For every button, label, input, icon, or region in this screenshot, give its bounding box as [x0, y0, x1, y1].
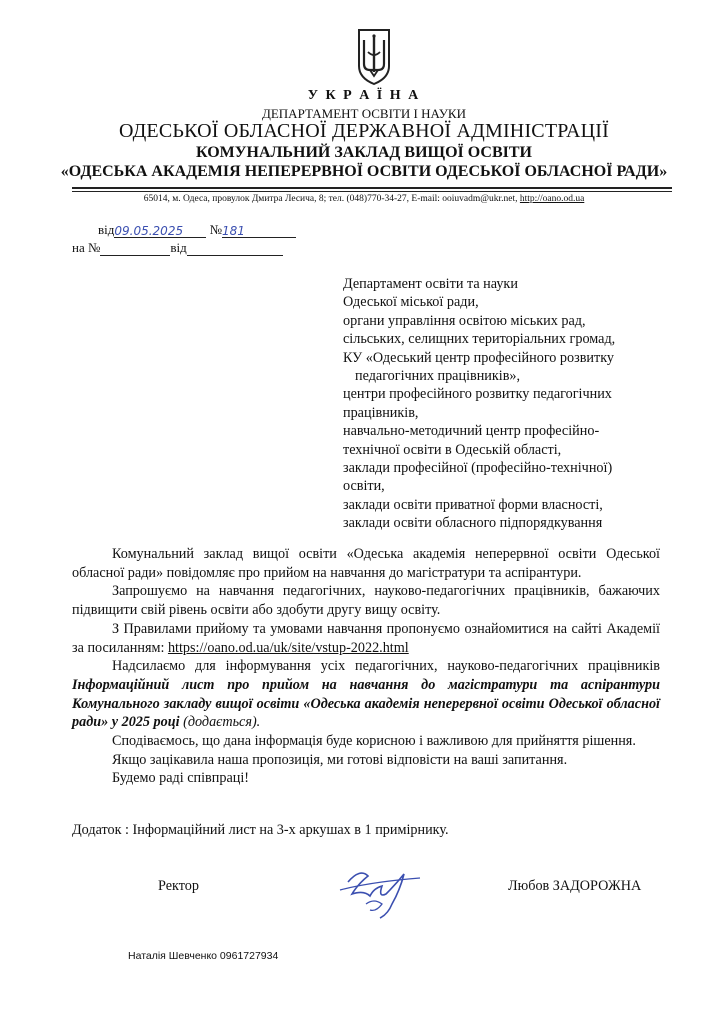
addressee-line: КУ «Одеський центр професійного розвитку [343, 349, 614, 366]
department-heading: ДЕПАРТАМЕНТ ОСВІТИ І НАУКИ [261, 106, 466, 121]
admission-rules-link[interactable]: https://oano.od.ua/uk/site/vstup-2022.html [167, 639, 409, 656]
addressee-line: заклади освіти приватної форми власності, [343, 496, 603, 513]
body-paragraph: Комунальний заклад вищої освіти «Одеська академія неперервної освіти Одеської обласної ради» повідомляє про прийом на навчання до магістратури та аспірантури. [72, 546, 660, 581]
trident-emblem-icon [356, 28, 392, 86]
addressee-line: Департамент освіти та науки [343, 276, 518, 292]
handwritten-date: 09.05.2025 [114, 224, 184, 238]
body-paragraph: Сподіваємось, що дана інформація буде корисною і важливою для прийняття рішення. [112, 733, 636, 750]
addressee-line: заклади освіти обласного підпорядкування [343, 515, 603, 532]
handwritten-signature [330, 860, 430, 922]
addressee-line: органи управління освітою міських рад, [343, 312, 586, 329]
addressee-line: працівників, [343, 404, 419, 421]
country-heading: У К Р А Ї Н А [307, 88, 421, 103]
addressee-line: центри професійного розвитку педагогічних [343, 386, 612, 403]
addressee-line: сільських, селищних територіальних громад, [343, 331, 616, 348]
body-paragraph-text: З Правилами прийому та умовами навчання пропонуємо ознайомитися на сайті Академії за посиланням: [72, 620, 660, 656]
website-link[interactable]: http://oano.od.ua [519, 194, 585, 204]
number-field [222, 223, 296, 238]
body-paragraph: Будемо раді співпраці! [112, 770, 249, 787]
addressee-line: Одеської міської ради, [343, 294, 479, 311]
body-paragraph-text: Надсилаємо для інформування усіх педагогічних, науково-педагогічних працівників [112, 658, 660, 675]
body-paragraph: Якщо зацікавила наша пропозиція, ми готові відповісти на ваші запитання. [112, 751, 568, 768]
signer-name: Любов ЗАДОРОЖНА [508, 878, 642, 894]
body-paragraph-links [72, 620, 660, 657]
reply-reference [72, 240, 283, 256]
from-label: від [98, 222, 115, 237]
contacts-line [0, 194, 728, 204]
attachment-note: Додаток : Інформаційний лист на 3-х аркушах в 1 примірнику. [72, 822, 449, 838]
signer-position: Ректор [158, 878, 199, 894]
addressee-line: освіти, [343, 478, 385, 495]
addressee-line: педагогічних працівників», [355, 368, 521, 385]
info-letter-title: Інформаційний лист про прийом на навчання до магістратури та аспірантури Комунального закладу вищої освіти «Одеська академія неперервної освіти Одеської обласної ради» у 2025 році [72, 676, 660, 731]
addressee-block [343, 275, 663, 533]
header-divider [72, 187, 672, 189]
addressee-line: заклади професійної (професійно-технічної) [343, 460, 613, 477]
institution-heading-line1: КОМУНАЛЬНИЙ ЗАКЛАД ВИЩОЇ ОСВІТИ [196, 144, 532, 161]
reply-number-label: на № [72, 240, 101, 255]
number-label: № [209, 222, 223, 237]
handwritten-number: 181 [222, 224, 245, 238]
letter-body [72, 545, 660, 788]
date-field [114, 223, 206, 238]
reply-from-label: від [170, 240, 187, 255]
addressee-line: навчально-методичний центр професійно- [343, 423, 600, 440]
reply-date-field [187, 241, 283, 256]
outgoing-reference [98, 222, 296, 238]
institution-heading-line2: «ОДЕСЬКА АКАДЕМІЯ НЕПЕРЕРВНОЇ ОСВІТИ ОДЕСЬКОЇ ОБЛАСНОЇ РАДИ» [60, 163, 668, 180]
addressee-line: технічної освіти в Одеській області, [343, 441, 562, 458]
administration-heading: ОДЕСЬКОЇ ОБЛАСНОЇ ДЕРЖАВНОЇ АДМІНІСТРАЦІЇ [118, 120, 610, 142]
attached-note: (додається). [179, 714, 261, 731]
contacts-text: 65014, м. Одеса, провулок Дмитра Лесича, 8; тел. (048)770-34-27, E-mail: ooiuvadm@ukr.net, [143, 194, 520, 204]
body-paragraph: Запрошуємо на навчання педагогічних, науково-педагогічних працівників, бажаючих підвищити свій рівень освіти або здобути другу вищу освіту. [72, 583, 660, 619]
header-divider-thin [72, 191, 672, 192]
executor-contact: Наталія Шевченко 0961727934 [128, 950, 279, 962]
body-paragraph-info [72, 657, 660, 732]
reply-number-field [100, 241, 170, 256]
